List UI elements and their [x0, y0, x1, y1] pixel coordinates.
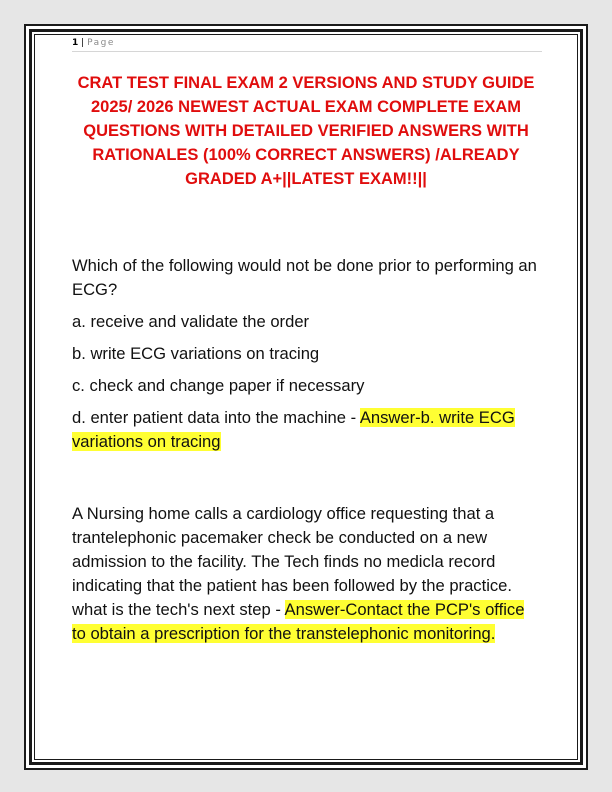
document-title: CRAT TEST FINAL EXAM 2 VERSIONS AND STUDY GUIDE 2025/ 2026 NEWEST ACTUAL EXAM COMPLETE EXAM QUESTIONS WITH DETAILED VERIFIED ANSWERS WITH RATIONALES (100% CORRECT ANSWERS) /ALREADY GRADED A+||LATEST EXAM!!||: [77, 74, 535, 188]
page-number: 1: [72, 38, 79, 48]
option-a: a. receive and validate the order: [72, 312, 310, 331]
option-b: b. write ECG variations on tracing: [72, 344, 320, 363]
question-block: [72, 502, 542, 646]
question-block: [72, 254, 542, 454]
option-c: c. check and change paper if necessary: [72, 376, 365, 395]
header-separator: |: [81, 38, 85, 48]
question-stem: Which of the following would not be done prior to performing an ECG?: [72, 256, 537, 299]
option-d-text: d. enter patient data into the machine -: [72, 408, 360, 427]
document-body: [72, 254, 542, 646]
page-label: Page: [87, 38, 115, 48]
question-text: A Nursing home calls a cardiology office requesting that a trantelephonic pacemaker check be conducted on a new admission to the facility. The Tech finds no medicla record indicating that the patient has been followed by the practice. what is the tech's next step -: [72, 504, 513, 619]
answer-highlight: Answer-b. write ECG variations on tracing: [72, 408, 515, 451]
question-stem: [72, 502, 542, 646]
page-header: [72, 37, 542, 52]
option-d: [72, 406, 542, 454]
answer-highlight: Answer-Contact the PCP's office to obtain a prescription for the transtelephonic monitoring.: [72, 600, 525, 643]
